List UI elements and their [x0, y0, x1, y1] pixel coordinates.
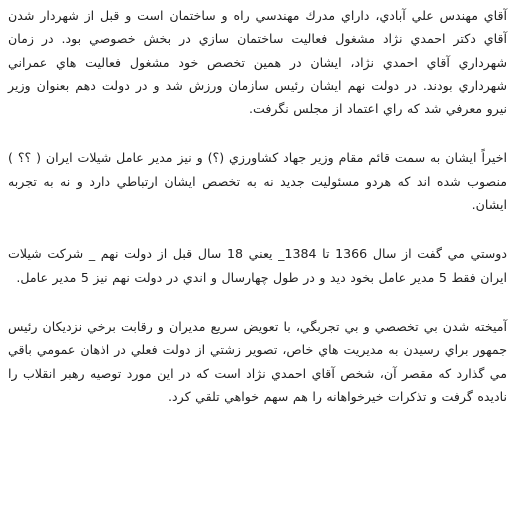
article-paragraph: اخيراً ايشان به سمت قائم مقام وزير جهاد كشاورزي (؟) و نيز مدير عامل شيلات ايران ( ؟؟ ) منصوب شده اند كه هردو مسئوليت جديد نه به تخصص ايشان ارتباطي دارد و نه به تجربه ايشان. — [8, 150, 507, 213]
article-paragraph: دوستي مي گفت از سال 1366 تا 1384_ يعني 18 سال قبل از دولت نهم _ شركت شيلات ايران فقط 5 مدير عامل بخود ديد و در طول چهارسال و اندي در دولت نهم نيز 5 مدير عامل. — [8, 246, 507, 285]
article-body — [8, 4, 507, 408]
article-paragraph: آقاي مهندس علي آبادي، داراي مدرك مهندسي راه و ساختمان است و قبل از شهردار شدن آقاي دكتر احمدي نژاد مشغول فعاليت ساختمان سازي در بخش خصوصي بود. در زمان شهرداري آقاي احمدي نژاد، ايشان در همين تخصص خود مشغول فعاليت هاي عمراني شهرداري بودند. در دولت نهم ايشان رئيس سازمان ورزش شد و در دولت دهم بعنوان وزير نيرو معرفي شد كه راي اعتماد از مجلس نگرفت. — [8, 8, 507, 117]
article-paragraph: آميخته شدن بي تخصصي و بي تجربگي، با تعويض سريع مديران و رقابت برخي نزديكان رئيس جمهور براي رسيدن به مديريت هاي خاص، تصوير زشتي از دولت فعلي در اذهان عمومي باقي مي گذارد كه مقصر آن، شخص آقاي احمدي نژاد است كه در اين مورد توصيه رهبر انقلاب را ناديده گرفت و تذكرات خيرخواهانه را هم سهم خواهي تلقي كرد. — [8, 318, 507, 404]
